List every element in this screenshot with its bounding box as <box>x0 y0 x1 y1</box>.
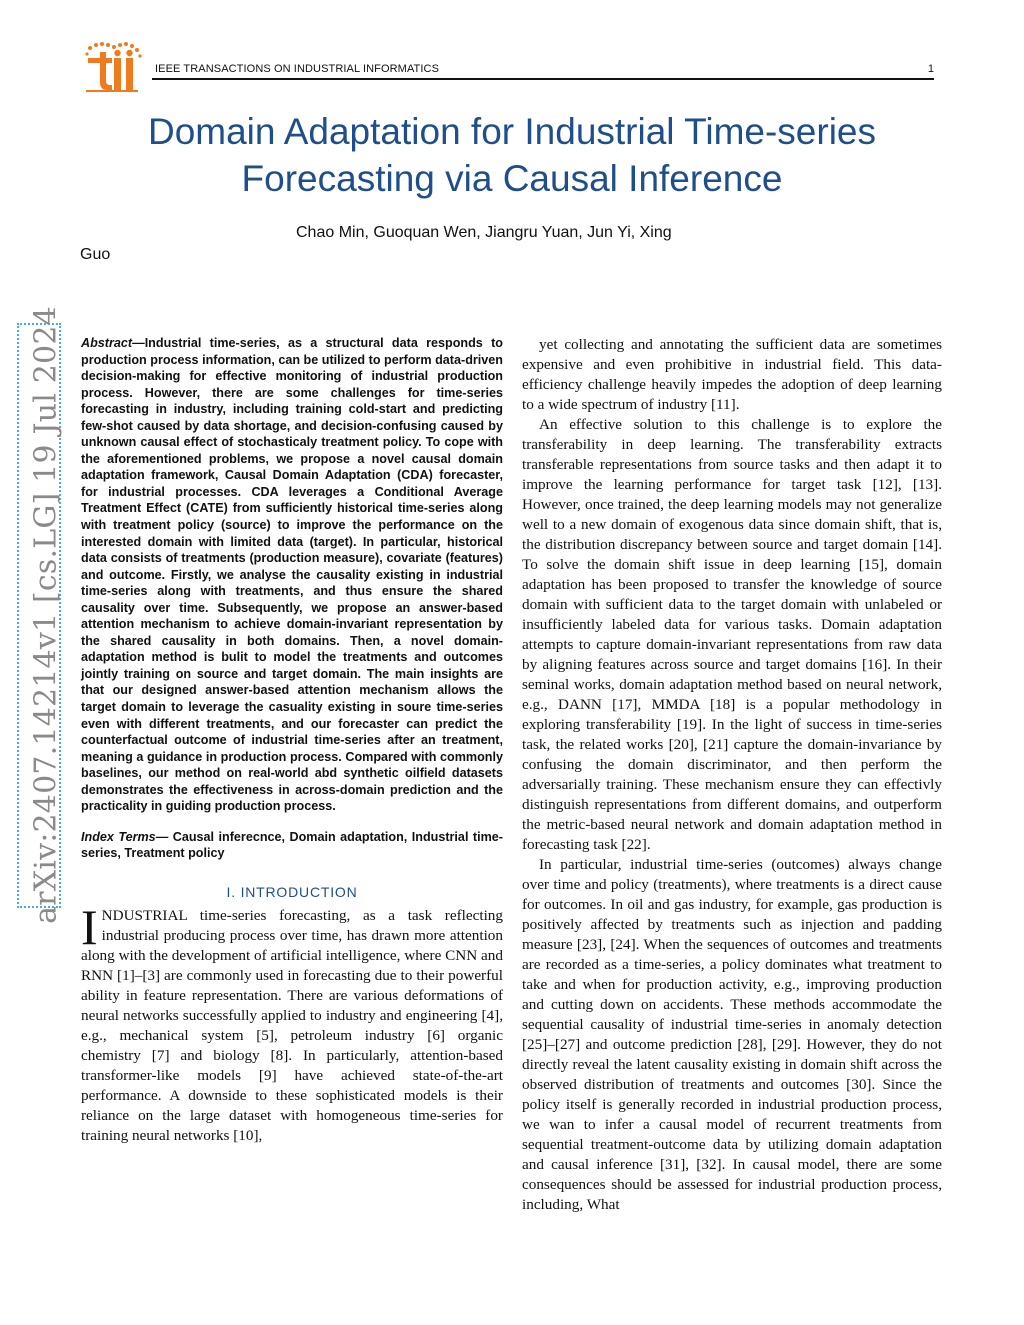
right-paragraph-2: An effective solution to this challenge is to explore the transferability in deep learning. The transferability extracts transferable representations from source tasks and then adapt it to improve the learning performance for target task [12], [13]. However, once trained, the deep learning models may not generalize well to a new domain of exogenous data since domain shift, that is, the distribution discrepancy between source and target domain [14]. To solve the domain shift issue in deep learning [15], domain adaptation has been proposed to transfer the knowledge of source domain with sufficient data to the target domain with unlabeled or insufficiently labeled data for various tasks. Domain adaptation attempts to capture domain-invariant representations from raw data by aligning features across source and target domains [16]. In their seminal works, domain adaptation method based on neural network, e.g., DANN [17], MMDA [18] is a popular methodology in exploring transferability [19]. In the light of success in time-series task, the related works [20], [21] capture the domain-invariance by confusing the domain discriminator, and then perform the adversarially training. These mechanism ensure they can effectivly distinguish representations from different domains, and outperform the metric-based neural network and domain adaptation method in forecasting task [22]. <box>522 416 942 853</box>
arxiv-stamp-text[interactable]: arXiv:2407.14214v1 [cs.LG] 19 Jul 2024 <box>28 306 64 924</box>
authors-line-2: Guo <box>80 246 111 263</box>
authors-line-1: Chao Min, Guoquan Wen, Jiangru Yuan, Jun Yi, Xing <box>296 224 672 241</box>
paper-title: Domain Adaptation for Industrial Time-series Forecasting via Causal Inference <box>147 111 876 199</box>
left-column <box>81 335 503 1146</box>
right-paragraph-1: yet collecting and annotating the sufficient data are sometimes expensive and even prohibitive in industrial field. This data-efficiency challenge heavily impedes the adoption of deep learning to a wide spectrum of industry [11]. <box>522 336 942 413</box>
intro-paragraph-1 <box>81 898 503 1146</box>
intro-paragraph-1-text: NDUSTRIAL time-series forecasting, as a task reflecting industrial producing process over time, has drawn more attention along with the development of artificial intelligence, where CNN and RNN [1]–[3] are commonly used in forecasting due to their powerful ability in feature representation. There are various deformations of neural networks successfully applied to industry and engineering [4], e.g., mechanical system [5], petroleum industry [6] organic chemistry [7] and biology [8]. In particularly, attention-based transformer-like models [9] have achieved state-of-the-art performance. A downside to these sophisticated models is their reliance on the large dataset with homogeneous time-series for training neural networks [10], <box>81 906 503 1144</box>
index-terms <box>81 829 503 862</box>
abstract-label: Abstract— <box>81 336 145 350</box>
index-terms-label: Index Terms— <box>81 829 169 844</box>
abstract <box>81 335 503 815</box>
journal-name: IEEE TRANSACTIONS ON INDUSTRIAL INFORMATICS <box>155 63 440 75</box>
abstract-text: Industrial time-series, as a structural data responds to production process information, can be utilized to perform data-driven decision-making for effective monitoring of industrial production process. However, there are some challenges for time-series forecasting in industry, including training cold-start and predicting few-shot caused by data shortage, and decision-confusing caused by unknown causal effect of stochasticaly treatment policy. To cope with the aforementioned problems, we propose a novel causal domain adaptation framework, Causal Domain Adaptation (CDA) forecaster, for industrial processes. CDA leverages a Conditional Average Treatment Effect (CATE) from sufficiently historical time-series along with treatment policy (source) to improve the performance on the interested domain with limited data (target). In particular, historical data consists of treatments (production measure), covariate (features) and outcome. Firstly, we analyse the causality existing in industrial time-series along with treatments, and thus ensure the shared causality over time. Subsequently, we propose an answer-based attention mechanism to achieve domain-invariant representation by the shared causality in both domains. Then, a novel domain-adaptation method is bulit to model the treatments and outcomes jointly training on source and target domain. The main insights are that our designed answer-based attention mechanism allows the target domain to leverage the casuality existing in soure time-series even with different treatments, and our forecaster can predict the counterfactual outcome of industrial time-series after an treatment, meaning a guidance in production process. Compared with commonly baselines, our method on real-world abd synthetic oilfield datasets demonstrates the effectiveness in across-domain prediction and the practicality in guiding production process. <box>81 336 503 814</box>
dropcap-letter: I <box>81 898 98 955</box>
header-rule <box>152 78 934 80</box>
right-column <box>522 335 942 1215</box>
index-terms-text: Causal inferecnce, Domain adaptation, Industrial time-series, Treatment policy <box>81 829 503 861</box>
section-heading-introduction: I. INTRODUCTION <box>226 883 358 900</box>
tii-logo-icon <box>80 40 144 92</box>
right-paragraph-3: In particular, industrial time-series (outcomes) always change over time and policy (treatments), where treatments is a direct cause for outcomes. In oil and gas industry, for example, gas production is positively affected by treatments such as injection and padding measure [23], [24]. When the sequences of outcomes and treatments are recorded as a time-series, a policy dominates what treatment to take and when for production activity, e.g., improving production and cutting down on accidents. These methods accommodate the sequential causality of industrial time-series in anomaly detection [25]–[27] and outcome prediction [28], [29]. However, they do not directly reveal the latent causality existing in domain shift across the observed distribution of treatments and outcomes [30]. Since the policy itself is generally recorded in industrial production process, we wan to infer a causal model of recurrent treatments from sequential treatment-outcome data by utilizing domain adaptation and causal inference [31], [32]. In causal model, there are some consequences should be assessed for industrial production process, including, What <box>522 856 942 1213</box>
page-number: 1 <box>927 63 934 75</box>
